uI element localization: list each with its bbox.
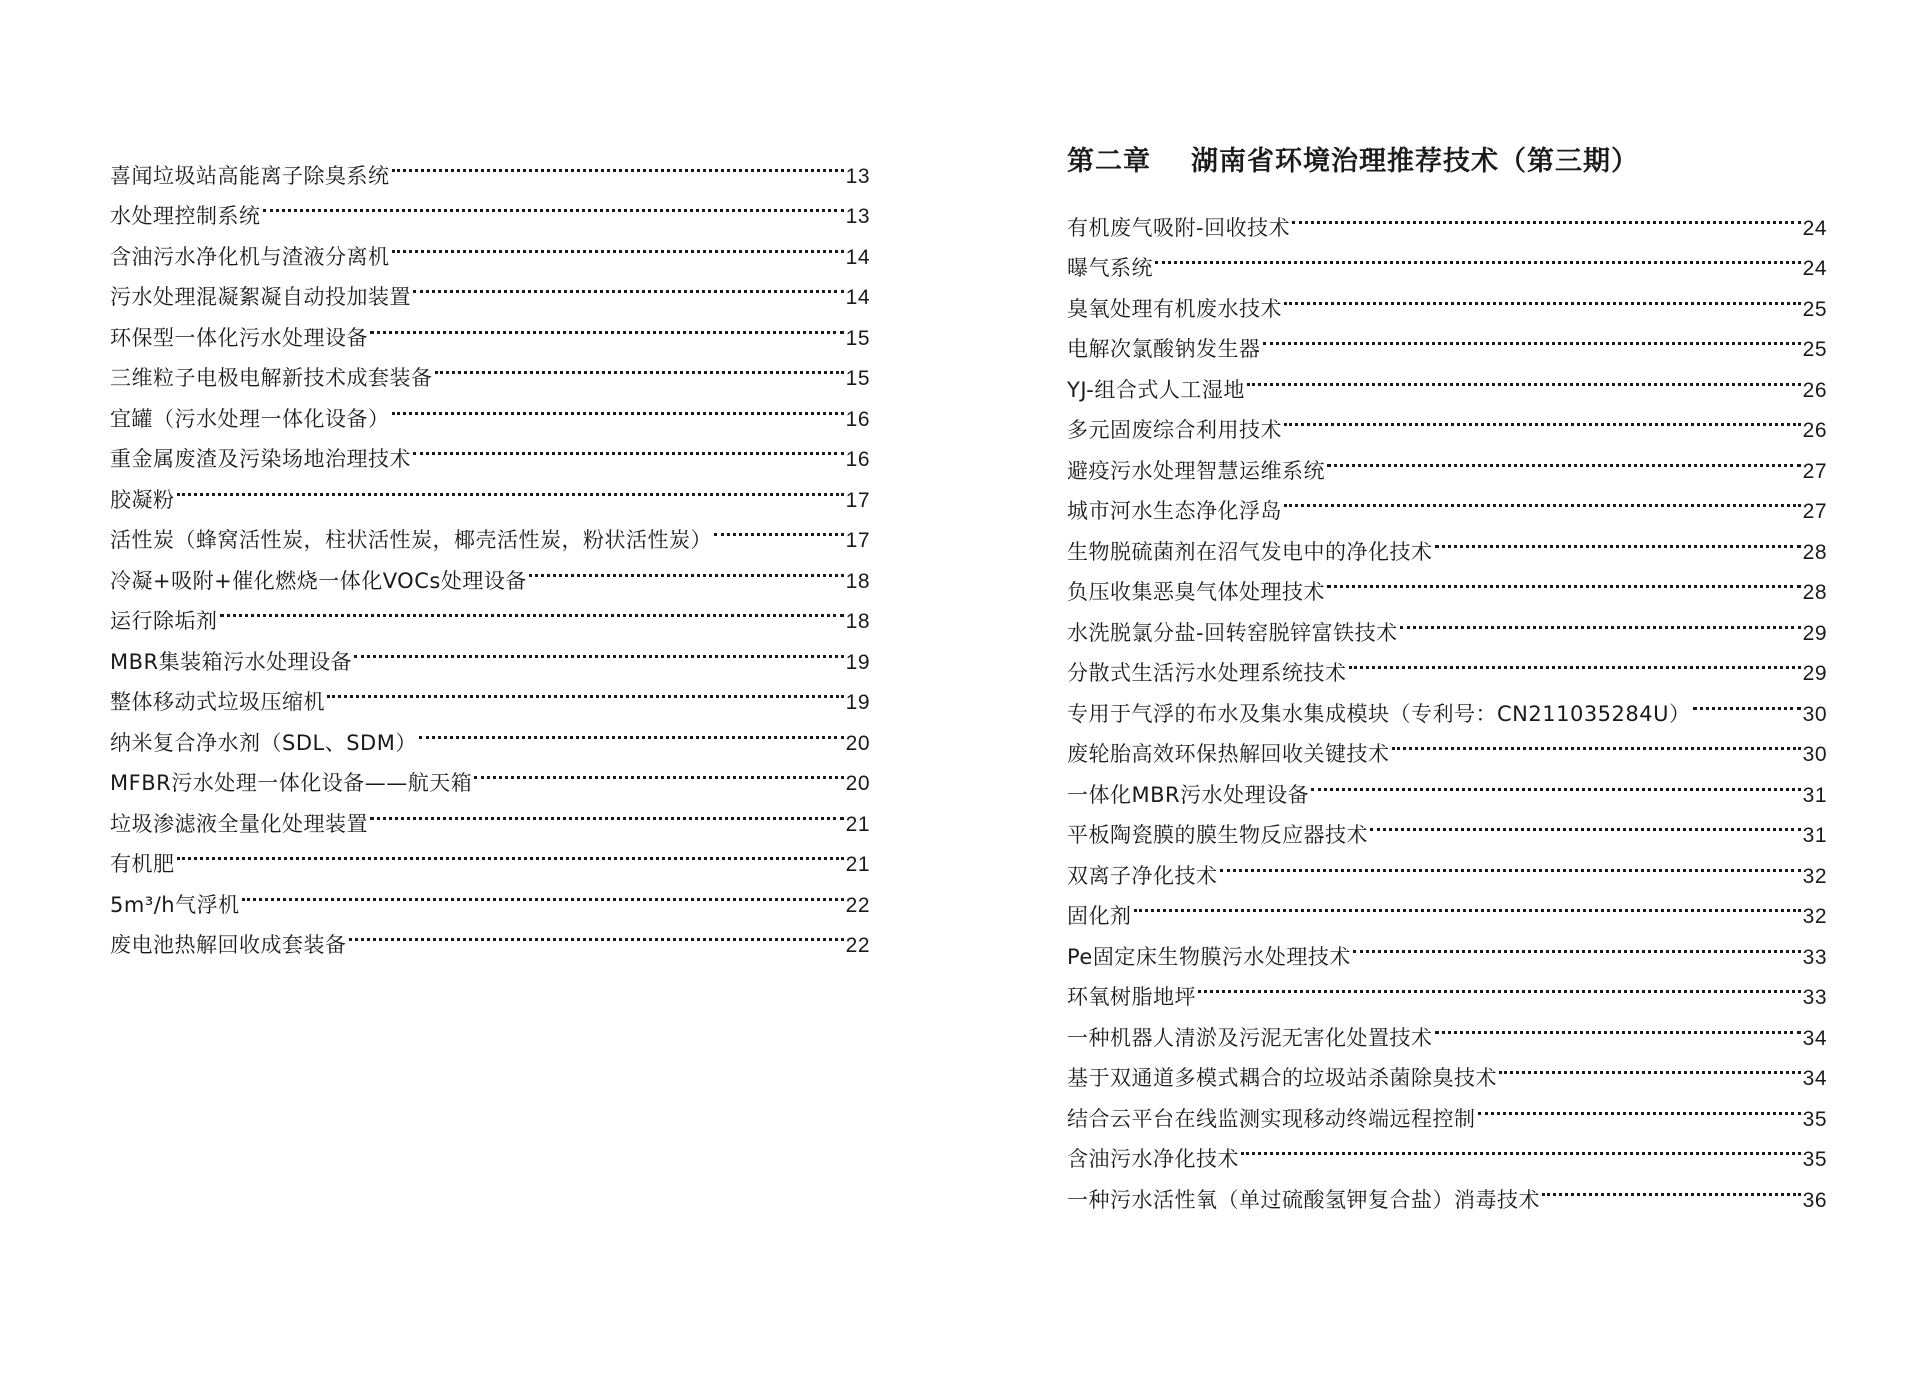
toc-entry[interactable] xyxy=(1067,235,1827,280)
toc-list-left xyxy=(110,142,870,957)
toc-dot-leader xyxy=(1134,883,1801,924)
toc-entry-page-number: 36 xyxy=(1802,1188,1827,1212)
toc-dot-leader xyxy=(177,466,844,507)
toc-entry-page-number: 25 xyxy=(1802,297,1827,321)
toc-dot-leader xyxy=(1370,802,1801,843)
toc-entry-title: 专用于气浮的布水及集水集成模块（专利号：CN211035284U） xyxy=(1067,701,1691,726)
toc-entry-page-number: 34 xyxy=(1802,1067,1827,1090)
toc-entry[interactable] xyxy=(1067,275,1827,321)
toc-dot-leader xyxy=(1499,1045,1801,1086)
toc-entry-page-number: 22 xyxy=(845,893,870,917)
toc-entry-title: 活性炭（蜂窝活性炭，柱状活性炭，椰壳活性炭，粉状活性炭） xyxy=(110,528,712,552)
toc-entry-page-number: 19 xyxy=(845,691,870,714)
toc-entry-title: 有机废气吸附-回收技术 xyxy=(1067,215,1291,240)
toc-entry-page-number: 16 xyxy=(845,407,870,431)
toc-dot-leader xyxy=(392,223,844,264)
toc-entry-title: 平板陶瓷膜的膜生物反应器技术 xyxy=(1067,823,1368,847)
toc-entry-title: 有机肥 xyxy=(110,852,175,876)
toc-dot-leader xyxy=(1435,1004,1801,1045)
toc-entry-page-number: 24 xyxy=(1802,216,1827,240)
toc-entry-title: 分散式生活污水处理系统技术 xyxy=(1067,661,1347,685)
toc-entry-title: 电解次氯酸钠发生器 xyxy=(1067,337,1261,361)
toc-entry-title: 环保型一体化污水处理设备 xyxy=(110,325,368,350)
toc-dot-leader xyxy=(370,304,844,345)
toc-entry-title: 生物脱硫菌剂在沼气发电中的净化技术 xyxy=(1067,539,1433,564)
toc-dot-leader xyxy=(1327,559,1801,600)
toc-dot-leader xyxy=(1292,194,1801,235)
toc-entry-page-number: 26 xyxy=(1802,378,1827,402)
toc-entry-title: 环氧树脂地坪 xyxy=(1067,985,1196,1009)
toc-entry-page-number: 20 xyxy=(845,772,870,795)
toc-entry-page-number: 24 xyxy=(1802,257,1827,280)
toc-entry-title: 三维粒子电极电解新技术成套装备 xyxy=(110,366,433,390)
toc-dot-leader xyxy=(1247,356,1801,397)
toc-dot-leader xyxy=(435,345,844,386)
toc-entry-page-number: 17 xyxy=(845,529,870,552)
toc-entry-page-number: 27 xyxy=(1802,459,1827,483)
toc-entry-page-number: 29 xyxy=(1802,621,1827,645)
toc-dot-leader xyxy=(1392,721,1801,762)
toc-entry[interactable] xyxy=(1067,923,1827,969)
toc-entry-title: 一种污水活性氧（单过硫酸氢钾复合盐）消毒技术 xyxy=(1067,1187,1540,1212)
toc-entry-page-number: 33 xyxy=(1802,986,1827,1009)
toc-dot-leader xyxy=(242,871,844,912)
toc-dot-leader xyxy=(1220,842,1801,883)
chapter-title: 湖南省环境治理推荐技术（第三期） xyxy=(1191,146,1639,177)
toc-entry-title: 水处理控制系统 xyxy=(110,204,261,228)
toc-entry-title: 含油污水净化技术 xyxy=(1067,1147,1239,1171)
toc-entry-title: MBR集装箱污水处理设备 xyxy=(110,649,353,674)
toc-entry[interactable] xyxy=(1067,883,1827,928)
toc-dot-leader xyxy=(1263,316,1801,357)
toc-entry-title: 运行除垢剂 xyxy=(110,609,218,633)
toc-entry-title: 废轮胎高效环保热解回收关键技术 xyxy=(1067,742,1390,766)
toc-dot-leader xyxy=(1241,1126,1801,1167)
toc-entry-page-number: 26 xyxy=(1802,419,1827,442)
toc-entry-page-number: 28 xyxy=(1802,540,1827,564)
toc-entry-title: 基于双通道多模式耦合的垃圾站杀菌除臭技术 xyxy=(1067,1066,1497,1090)
toc-entry-page-number: 16 xyxy=(845,448,870,471)
toc-entry-page-number: 21 xyxy=(845,853,870,876)
toc-dot-leader xyxy=(1542,1166,1801,1207)
toc-entry-title: 避疫污水处理智慧运维系统 xyxy=(1067,458,1325,483)
toc-entry-title: 重金属废渣及污染场地治理技术 xyxy=(110,447,411,471)
toc-entry-page-number: 20 xyxy=(845,731,870,755)
toc-entry-title: 5m³/h气浮机 xyxy=(110,892,240,917)
toc-entry-page-number: 13 xyxy=(845,205,870,228)
toc-dot-leader xyxy=(1284,478,1801,519)
toc-entry-title: 双离子净化技术 xyxy=(1067,863,1218,888)
toc-entry-page-number: 18 xyxy=(845,610,870,633)
toc-entry[interactable] xyxy=(110,628,870,674)
toc-entry-title: 胶凝粉 xyxy=(110,487,175,512)
toc-entry-title: 多元固废综合利用技术 xyxy=(1067,418,1282,442)
toc-entry-page-number: 25 xyxy=(1802,338,1827,361)
toc-dot-leader xyxy=(354,628,844,669)
toc-entry-title: 垃圾渗滤液全量化处理装置 xyxy=(110,811,368,836)
toc-entry-title: 整体移动式垃圾压缩机 xyxy=(110,690,325,714)
toc-dot-leader xyxy=(1693,680,1801,721)
toc-entry[interactable] xyxy=(110,831,870,876)
toc-entry-title: 废电池热解回收成套装备 xyxy=(110,933,347,957)
toc-entry[interactable] xyxy=(110,507,870,552)
toc-entry-page-number: 32 xyxy=(1802,864,1827,888)
toc-list-right xyxy=(1067,194,1827,1212)
toc-dot-leader xyxy=(474,750,843,791)
toc-dot-leader xyxy=(529,547,844,588)
toc-dot-leader xyxy=(370,790,844,831)
toc-entry-page-number: 30 xyxy=(1802,743,1827,766)
toc-entry-title: 纳米复合净水剂（SDL、SDM） xyxy=(110,730,417,755)
toc-entry-page-number: 13 xyxy=(845,164,870,188)
toc-dot-leader xyxy=(1311,761,1801,802)
toc-entry-page-number: 29 xyxy=(1802,662,1827,685)
toc-entry[interactable] xyxy=(110,466,870,512)
toc-dot-leader xyxy=(392,385,844,426)
toc-dot-leader xyxy=(327,669,844,710)
toc-dot-leader xyxy=(1155,235,1801,276)
toc-dot-leader xyxy=(1284,397,1801,438)
toc-entry-title: MFBR污水处理一体化设备——航天箱 xyxy=(110,771,473,795)
toc-entry-title: 一种机器人清淤及污泥无害化处置技术 xyxy=(1067,1025,1433,1050)
toc-entry[interactable] xyxy=(1067,194,1827,240)
toc-entry-title: 曝气系统 xyxy=(1067,256,1153,280)
toc-entry-page-number: 14 xyxy=(845,286,870,309)
toc-dot-leader xyxy=(1284,275,1801,316)
toc-dot-leader xyxy=(413,264,844,305)
toc-dot-leader xyxy=(1349,640,1801,681)
toc-entry-title: YJ-组合式人工湿地 xyxy=(1067,377,1245,402)
toc-entry-title: 冷凝+吸附+催化燃烧一体化VOCs处理设备 xyxy=(110,568,527,593)
toc-entry-title: 喜闻垃圾站高能离子除臭系统 xyxy=(110,163,390,188)
chapter-heading xyxy=(1067,142,1639,182)
toc-entry-title: 固化剂 xyxy=(1067,904,1132,928)
toc-entry-page-number: 22 xyxy=(845,934,870,957)
toc-entry-page-number: 30 xyxy=(1802,702,1827,726)
toc-entry-page-number: 35 xyxy=(1802,1107,1827,1131)
toc-entry-page-number: 19 xyxy=(845,650,870,674)
toc-entry[interactable] xyxy=(110,142,870,188)
toc-entry-title: 宜罐（污水处理一体化设备） xyxy=(110,406,390,431)
toc-entry-page-number: 35 xyxy=(1802,1148,1827,1171)
toc-entry-title: 负压收集恶臭气体处理技术 xyxy=(1067,580,1325,604)
toc-entry-page-number: 15 xyxy=(845,367,870,390)
toc-entry-page-number: 33 xyxy=(1802,945,1827,969)
toc-entry-page-number: 18 xyxy=(845,569,870,593)
toc-dot-leader xyxy=(1198,964,1801,1005)
toc-entry-title: 一体化MBR污水处理设备 xyxy=(1067,782,1310,807)
toc-entry-title: 污水处理混凝絮凝自动投加装置 xyxy=(110,285,411,309)
toc-entry-page-number: 21 xyxy=(845,812,870,836)
toc-entry-title: 含油污水净化机与渣液分离机 xyxy=(110,244,390,269)
toc-entry-title: 水洗脱氯分盐-回转窑脱锌富铁技术 xyxy=(1067,620,1398,645)
toc-dot-leader xyxy=(1478,1085,1801,1126)
toc-dot-leader xyxy=(714,507,844,548)
toc-entry-page-number: 31 xyxy=(1802,783,1827,807)
toc-entry-page-number: 31 xyxy=(1802,824,1827,847)
toc-entry-page-number: 28 xyxy=(1802,581,1827,604)
toc-dot-leader xyxy=(177,831,844,872)
toc-entry-page-number: 17 xyxy=(845,488,870,512)
toc-dot-leader xyxy=(220,588,844,629)
toc-entry[interactable] xyxy=(110,871,870,917)
toc-entry-page-number: 32 xyxy=(1802,905,1827,928)
toc-entry-title: 臭氧处理有机废水技术 xyxy=(1067,296,1282,321)
chapter-number: 第二章 xyxy=(1067,146,1151,177)
toc-entry[interactable] xyxy=(110,588,870,633)
toc-entry-page-number: 15 xyxy=(845,326,870,350)
toc-entry-page-number: 14 xyxy=(845,245,870,269)
toc-entry-title: 城市河水生态净化浮岛 xyxy=(1067,499,1282,523)
toc-dot-leader xyxy=(419,709,844,750)
toc-dot-leader xyxy=(413,426,844,467)
toc-dot-leader xyxy=(1435,518,1801,559)
toc-dot-leader xyxy=(1353,923,1801,964)
toc-entry-title: 结合云平台在线监测实现移动终端远程控制 xyxy=(1067,1106,1476,1131)
toc-dot-leader xyxy=(1400,599,1801,640)
toc-entry-title: Pe固定床生物膜污水处理技术 xyxy=(1067,944,1351,969)
toc-dot-leader xyxy=(263,183,844,224)
toc-dot-leader xyxy=(392,142,844,183)
toc-entry-page-number: 34 xyxy=(1802,1026,1827,1050)
toc-dot-leader xyxy=(349,912,844,953)
toc-dot-leader xyxy=(1327,437,1801,478)
toc-entry-page-number: 27 xyxy=(1802,500,1827,523)
